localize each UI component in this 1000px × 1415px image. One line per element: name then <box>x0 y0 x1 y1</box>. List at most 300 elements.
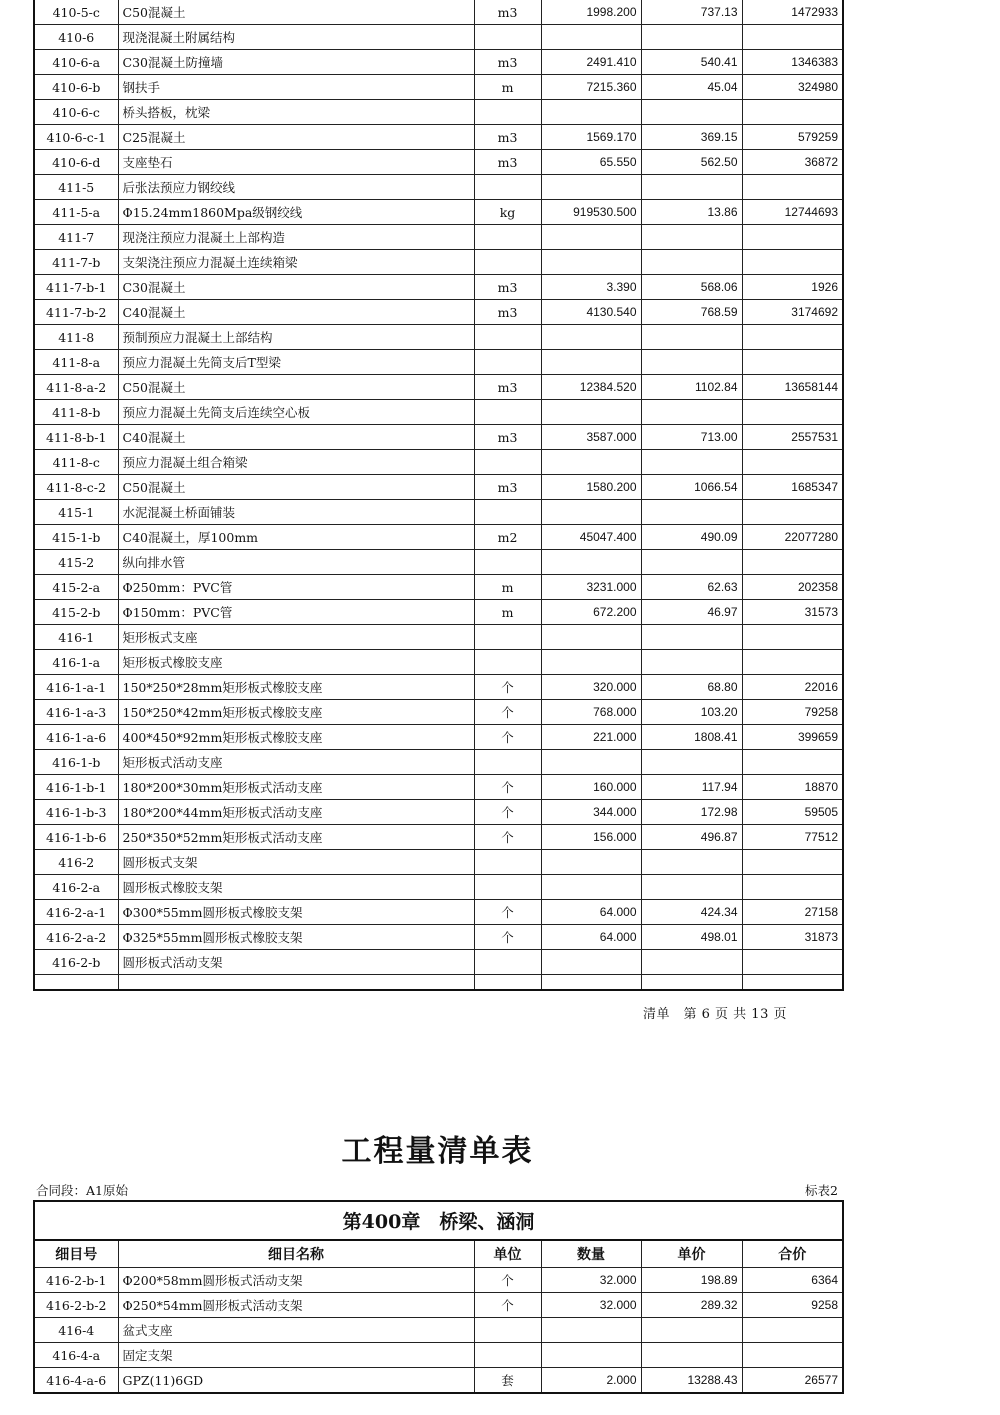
item-code: 416-2-b <box>34 950 118 975</box>
unit-price: 1102.84 <box>641 375 742 400</box>
quantity <box>541 950 641 975</box>
unit: 个 <box>474 1293 541 1318</box>
table-row <box>34 375 843 400</box>
unit: m3 <box>474 375 541 400</box>
table-row <box>34 200 843 225</box>
unit: 个 <box>474 800 541 825</box>
table-row <box>34 900 843 925</box>
total-price: 1685347 <box>742 475 843 500</box>
quantity: 4130.540 <box>541 300 641 325</box>
quantity: 1569.170 <box>541 125 641 150</box>
table-row <box>34 675 843 700</box>
total-price: 12744693 <box>742 200 843 225</box>
quantity: 32.000 <box>541 1268 641 1293</box>
unit-price: 46.97 <box>641 600 742 625</box>
item-name: C30混凝土 <box>118 275 474 300</box>
item-code: 415-2-b <box>34 600 118 625</box>
unit <box>474 250 541 275</box>
quantity <box>541 650 641 675</box>
total-price: 2557531 <box>742 425 843 450</box>
header-item-code: 细目号 <box>34 1240 118 1268</box>
unit-price: 172.98 <box>641 800 742 825</box>
quantity <box>541 850 641 875</box>
total-price: 3174692 <box>742 300 843 325</box>
contract-section-label: 合同段：A1原始 <box>36 1183 128 1198</box>
item-name: 纵向排水管 <box>118 550 474 575</box>
item-name: 桥头搭板，枕梁 <box>118 100 474 125</box>
unit-price: 490.09 <box>641 525 742 550</box>
quantity: 3.390 <box>541 275 641 300</box>
item-code: 416-2 <box>34 850 118 875</box>
unit-price: 62.63 <box>641 575 742 600</box>
unit: 个 <box>474 925 541 950</box>
unit: 套 <box>474 1368 541 1394</box>
total-price <box>742 400 843 425</box>
table-row <box>34 525 843 550</box>
item-name: 180*200*44mm矩形板式活动支座 <box>118 800 474 825</box>
total-price: 324980 <box>742 75 843 100</box>
total-price: 1472933 <box>742 0 843 25</box>
item-code: 416-1-b-6 <box>34 825 118 850</box>
item-code: 410-6-c <box>34 100 118 125</box>
page-footer: 清单 第 6 页 共 13 页 <box>643 1007 787 1022</box>
item-name: Φ300*55mm圆形板式橡胶支架 <box>118 900 474 925</box>
unit <box>474 1343 541 1368</box>
table-row <box>34 50 843 75</box>
table-row <box>34 150 843 175</box>
table-row <box>34 450 843 475</box>
item-name: 预制预应力混凝土上部结构 <box>118 325 474 350</box>
unit <box>474 100 541 125</box>
unit <box>474 1318 541 1343</box>
bill-table-body <box>34 1268 843 1394</box>
item-name: 预应力混凝土先简支后连续空心板 <box>118 400 474 425</box>
quantity <box>541 350 641 375</box>
item-name: 圆形板式活动支架 <box>118 950 474 975</box>
unit: m3 <box>474 150 541 175</box>
blank-cell <box>474 975 541 991</box>
item-name: 支架浇注预应力混凝土连续箱梁 <box>118 250 474 275</box>
total-price: 26577 <box>742 1368 843 1394</box>
quantity <box>541 750 641 775</box>
unit <box>474 450 541 475</box>
table-row <box>34 825 843 850</box>
unit: 个 <box>474 900 541 925</box>
item-code: 411-8 <box>34 325 118 350</box>
total-price: 31573 <box>742 600 843 625</box>
total-price <box>742 550 843 575</box>
header-unit: 单位 <box>474 1240 541 1268</box>
chapter-heading: 第400章 桥梁、涵洞 <box>34 1201 843 1240</box>
item-name: C50混凝土 <box>118 0 474 25</box>
item-code: 411-7-b-1 <box>34 275 118 300</box>
table-row <box>34 950 843 975</box>
form-number-label: 标表2 <box>805 1183 838 1198</box>
quantity: 344.000 <box>541 800 641 825</box>
total-price <box>742 25 843 50</box>
header-total-price: 合价 <box>742 1240 843 1268</box>
table-row <box>34 775 843 800</box>
item-name: Φ325*55mm圆形板式橡胶支架 <box>118 925 474 950</box>
item-code: 411-8-b <box>34 400 118 425</box>
unit <box>474 950 541 975</box>
total-price <box>742 750 843 775</box>
table-row <box>34 0 843 25</box>
item-code: 411-5 <box>34 175 118 200</box>
total-price: 13658144 <box>742 375 843 400</box>
quantity <box>541 25 641 50</box>
table-row <box>34 1368 843 1394</box>
table-row <box>34 1293 843 1318</box>
total-price <box>742 175 843 200</box>
item-name: 水泥混凝土桥面铺装 <box>118 500 474 525</box>
quantity <box>541 875 641 900</box>
quantity <box>541 100 641 125</box>
quantity: 768.000 <box>541 700 641 725</box>
item-code: 415-1 <box>34 500 118 525</box>
total-price <box>742 100 843 125</box>
total-price: 22077280 <box>742 525 843 550</box>
item-code: 411-8-c-2 <box>34 475 118 500</box>
quantity <box>541 250 641 275</box>
unit <box>474 350 541 375</box>
item-code: 416-4-a <box>34 1343 118 1368</box>
unit: m3 <box>474 0 541 25</box>
unit-price <box>641 750 742 775</box>
item-name: 400*450*92mm矩形板式橡胶支座 <box>118 725 474 750</box>
table-header-row <box>34 1240 843 1268</box>
document-title: 工程量清单表 <box>341 1134 534 1169</box>
total-price: 79258 <box>742 700 843 725</box>
quantity: 221.000 <box>541 725 641 750</box>
item-name: 预应力混凝土先简支后T型梁 <box>118 350 474 375</box>
item-code: 416-2-a-2 <box>34 925 118 950</box>
unit-price <box>641 400 742 425</box>
quantity: 160.000 <box>541 775 641 800</box>
item-code: 416-1-a <box>34 650 118 675</box>
item-name: 180*200*30mm矩形板式活动支座 <box>118 775 474 800</box>
item-name: Φ150mm：PVC管 <box>118 600 474 625</box>
unit-price <box>641 100 742 125</box>
item-code: 416-1 <box>34 625 118 650</box>
total-price: 22016 <box>742 675 843 700</box>
blank-cell <box>641 975 742 991</box>
quantity <box>541 325 641 350</box>
table-row <box>34 575 843 600</box>
unit-price <box>641 225 742 250</box>
quantity: 1580.200 <box>541 475 641 500</box>
total-price <box>742 850 843 875</box>
unit-price <box>641 325 742 350</box>
total-price <box>742 250 843 275</box>
item-code: 411-8-c <box>34 450 118 475</box>
item-name: Φ250mm：PVC管 <box>118 575 474 600</box>
item-code: 410-6-c-1 <box>34 125 118 150</box>
quantity <box>541 1318 641 1343</box>
quantity <box>541 625 641 650</box>
quantity: 320.000 <box>541 675 641 700</box>
unit: m <box>474 575 541 600</box>
item-code: 410-5-c <box>34 0 118 25</box>
quantity: 3231.000 <box>541 575 641 600</box>
item-name: C40混凝土，厚100mm <box>118 525 474 550</box>
quantity <box>541 1343 641 1368</box>
bill-table-body <box>34 0 843 990</box>
unit: m <box>474 75 541 100</box>
item-name: C50混凝土 <box>118 475 474 500</box>
item-name: 圆形板式橡胶支架 <box>118 875 474 900</box>
unit-price <box>641 875 742 900</box>
unit-price: 45.04 <box>641 75 742 100</box>
total-price: 59505 <box>742 800 843 825</box>
item-name: 150*250*42mm矩形板式橡胶支座 <box>118 700 474 725</box>
item-name: 现浇混凝土附属结构 <box>118 25 474 50</box>
unit <box>474 175 541 200</box>
item-code: 411-7-b <box>34 250 118 275</box>
item-code: 416-1-b-1 <box>34 775 118 800</box>
table-row <box>34 700 843 725</box>
item-name: 固定支架 <box>118 1343 474 1368</box>
unit-price: 568.06 <box>641 275 742 300</box>
quantity: 32.000 <box>541 1293 641 1318</box>
unit: m3 <box>474 475 541 500</box>
blank-cell <box>34 975 118 991</box>
quantity <box>541 450 641 475</box>
header-quantity: 数量 <box>541 1240 641 1268</box>
item-code: 410-6 <box>34 25 118 50</box>
unit <box>474 25 541 50</box>
item-name: 钢扶手 <box>118 75 474 100</box>
quantity: 64.000 <box>541 900 641 925</box>
item-name: 现浇注预应力混凝土上部构造 <box>118 225 474 250</box>
unit <box>474 625 541 650</box>
item-code: 416-1-b <box>34 750 118 775</box>
item-name: 预应力混凝土组合箱梁 <box>118 450 474 475</box>
item-code: 416-2-a <box>34 875 118 900</box>
total-price: 1926 <box>742 275 843 300</box>
total-price: 9258 <box>742 1293 843 1318</box>
table-row <box>34 650 843 675</box>
unit-price: 68.80 <box>641 675 742 700</box>
total-price <box>742 450 843 475</box>
unit-price: 540.41 <box>641 50 742 75</box>
unit <box>474 400 541 425</box>
total-price <box>742 875 843 900</box>
table-row <box>34 850 843 875</box>
total-price: 36872 <box>742 150 843 175</box>
unit-price <box>641 550 742 575</box>
unit-price <box>641 450 742 475</box>
table-row <box>34 225 843 250</box>
unit: m3 <box>474 50 541 75</box>
item-name: C30混凝土防撞墙 <box>118 50 474 75</box>
unit-price: 198.89 <box>641 1268 742 1293</box>
unit-price <box>641 625 742 650</box>
unit-price <box>641 175 742 200</box>
quantity: 1998.200 <box>541 0 641 25</box>
item-name: C40混凝土 <box>118 300 474 325</box>
total-price: 399659 <box>742 725 843 750</box>
total-price: 6364 <box>742 1268 843 1293</box>
unit <box>474 850 541 875</box>
table-row <box>34 475 843 500</box>
unit-price <box>641 1318 742 1343</box>
total-price <box>742 1318 843 1343</box>
unit-price: 117.94 <box>641 775 742 800</box>
item-name: 150*250*28mm矩形板式橡胶支座 <box>118 675 474 700</box>
table-row <box>34 625 843 650</box>
quantity: 64.000 <box>541 925 641 950</box>
unit-price <box>641 350 742 375</box>
item-code: 410-6-b <box>34 75 118 100</box>
table-row <box>34 250 843 275</box>
unit: 个 <box>474 1268 541 1293</box>
quantity: 672.200 <box>541 600 641 625</box>
total-price <box>742 225 843 250</box>
unit: 个 <box>474 700 541 725</box>
unit: m3 <box>474 425 541 450</box>
item-name: C50混凝土 <box>118 375 474 400</box>
unit-price: 498.01 <box>641 925 742 950</box>
quantity: 3587.000 <box>541 425 641 450</box>
table-row <box>34 750 843 775</box>
table-row <box>34 1343 843 1368</box>
item-code: 416-4 <box>34 1318 118 1343</box>
unit-price: 103.20 <box>641 700 742 725</box>
total-price: 18870 <box>742 775 843 800</box>
total-price: 579259 <box>742 125 843 150</box>
table-row <box>34 350 843 375</box>
unit-price: 1066.54 <box>641 475 742 500</box>
unit <box>474 325 541 350</box>
unit-price: 13.86 <box>641 200 742 225</box>
total-price <box>742 325 843 350</box>
quantity: 12384.520 <box>541 375 641 400</box>
table-row <box>34 400 843 425</box>
unit-price <box>641 1343 742 1368</box>
quantity: 45047.400 <box>541 525 641 550</box>
unit: 个 <box>474 675 541 700</box>
bill-table-page-6 <box>33 0 844 991</box>
table-row <box>34 425 843 450</box>
unit-price: 369.15 <box>641 125 742 150</box>
item-code: 416-1-b-3 <box>34 800 118 825</box>
unit-price: 562.50 <box>641 150 742 175</box>
item-code: 416-1-a-1 <box>34 675 118 700</box>
table-row <box>34 1268 843 1293</box>
item-code: 415-2 <box>34 550 118 575</box>
item-code: 416-2-b-1 <box>34 1268 118 1293</box>
unit-price: 737.13 <box>641 0 742 25</box>
bill-table-page-7 <box>33 1200 844 1394</box>
unit <box>474 500 541 525</box>
total-price <box>742 350 843 375</box>
unit-price: 289.32 <box>641 1293 742 1318</box>
total-price <box>742 950 843 975</box>
unit-price: 1808.41 <box>641 725 742 750</box>
quantity: 2491.410 <box>541 50 641 75</box>
item-code: 411-7-b-2 <box>34 300 118 325</box>
unit: m3 <box>474 125 541 150</box>
quantity <box>541 400 641 425</box>
table-row <box>34 800 843 825</box>
item-code: 416-4-a-6 <box>34 1368 118 1394</box>
quantity <box>541 225 641 250</box>
item-code: 416-2-a-1 <box>34 900 118 925</box>
unit: kg <box>474 200 541 225</box>
item-code: 410-6-d <box>34 150 118 175</box>
item-code: 410-6-a <box>34 50 118 75</box>
blank-cell <box>541 975 641 991</box>
item-name: 支座垫石 <box>118 150 474 175</box>
unit-price <box>641 650 742 675</box>
table-row <box>34 275 843 300</box>
item-name: 圆形板式支架 <box>118 850 474 875</box>
unit <box>474 875 541 900</box>
item-code: 416-1-a-3 <box>34 700 118 725</box>
quantity <box>541 175 641 200</box>
table-row <box>34 500 843 525</box>
table-row <box>34 25 843 50</box>
item-code: 411-7 <box>34 225 118 250</box>
unit-price <box>641 950 742 975</box>
table-row <box>34 925 843 950</box>
item-name: 矩形板式支座 <box>118 625 474 650</box>
unit-price <box>641 25 742 50</box>
unit: 个 <box>474 825 541 850</box>
item-name: Φ15.24mm1860Mpa级钢绞线 <box>118 200 474 225</box>
total-price: 31873 <box>742 925 843 950</box>
unit-price <box>641 850 742 875</box>
total-price: 202358 <box>742 575 843 600</box>
item-name: GPZ(11)6GD <box>118 1368 474 1394</box>
table-row <box>34 1318 843 1343</box>
unit-price: 496.87 <box>641 825 742 850</box>
blank-row <box>34 975 843 991</box>
item-name: C25混凝土 <box>118 125 474 150</box>
unit <box>474 225 541 250</box>
quantity <box>541 500 641 525</box>
unit-price: 768.59 <box>641 300 742 325</box>
unit <box>474 650 541 675</box>
item-name: C40混凝土 <box>118 425 474 450</box>
item-name: 矩形板式橡胶支座 <box>118 650 474 675</box>
item-code: 416-2-b-2 <box>34 1293 118 1318</box>
item-name: 后张法预应力钢绞线 <box>118 175 474 200</box>
item-name: Φ200*58mm圆形板式活动支架 <box>118 1268 474 1293</box>
table-row <box>34 100 843 125</box>
unit: 个 <box>474 775 541 800</box>
table-row <box>34 325 843 350</box>
quantity: 7215.360 <box>541 75 641 100</box>
unit <box>474 750 541 775</box>
unit-price <box>641 250 742 275</box>
quantity: 156.000 <box>541 825 641 850</box>
unit: m3 <box>474 300 541 325</box>
table-row <box>34 75 843 100</box>
table-row <box>34 875 843 900</box>
item-code: 411-8-b-1 <box>34 425 118 450</box>
total-price <box>742 650 843 675</box>
item-name: 矩形板式活动支座 <box>118 750 474 775</box>
table-row <box>34 175 843 200</box>
blank-cell <box>742 975 843 991</box>
quantity: 919530.500 <box>541 200 641 225</box>
total-price: 1346383 <box>742 50 843 75</box>
unit: m <box>474 600 541 625</box>
quantity: 65.550 <box>541 150 641 175</box>
unit: m2 <box>474 525 541 550</box>
